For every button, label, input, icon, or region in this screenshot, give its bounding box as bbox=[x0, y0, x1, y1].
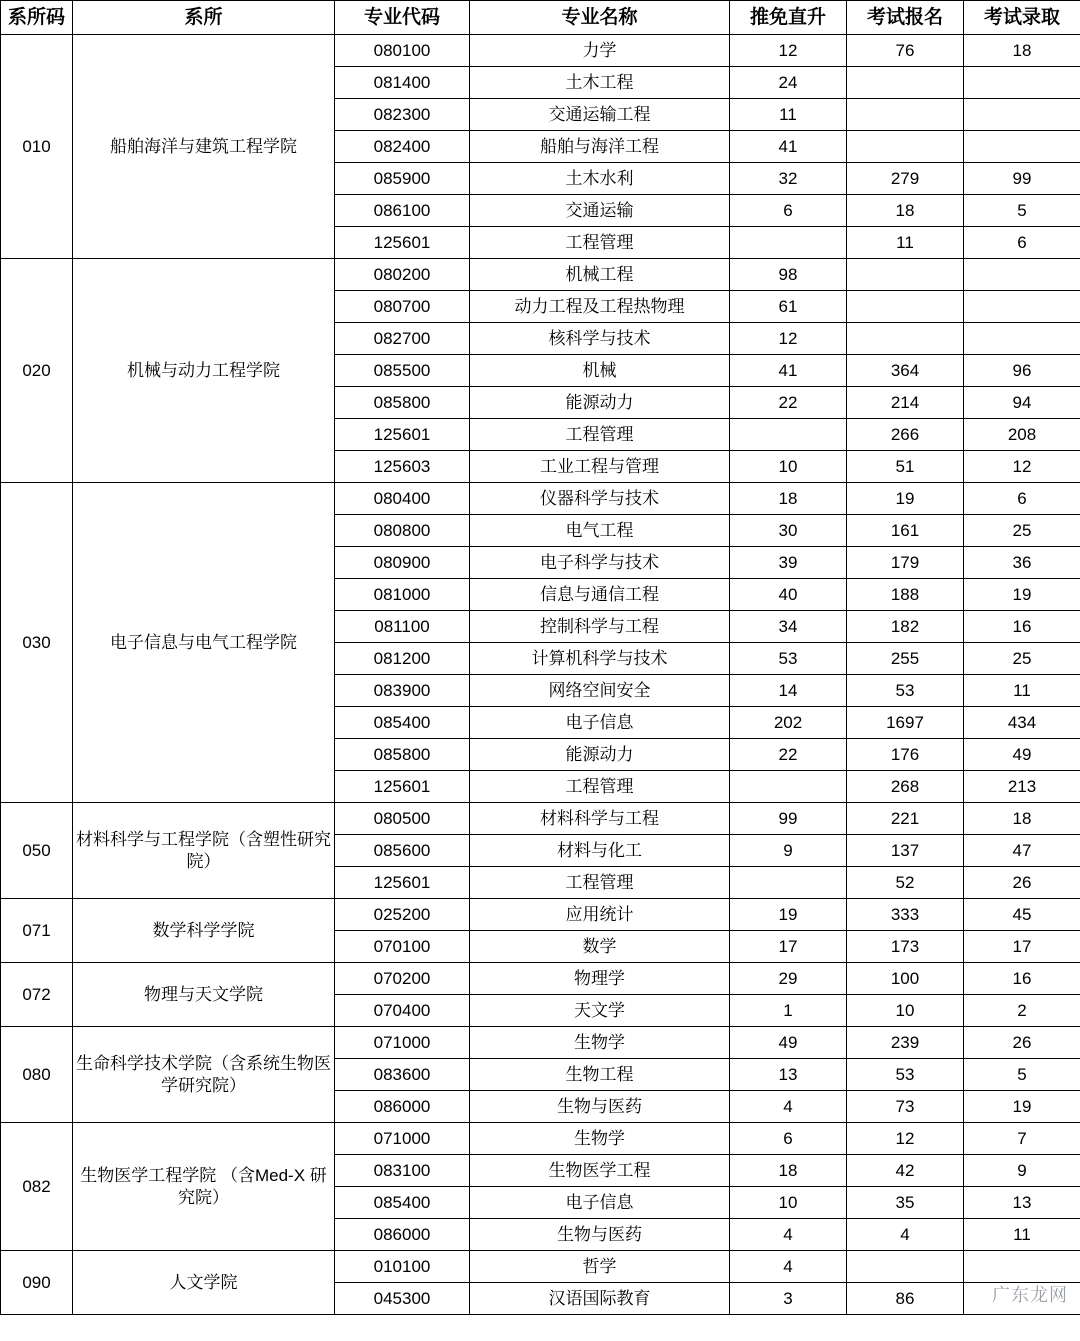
admitted-cell: 12 bbox=[964, 451, 1080, 483]
major-code-cell: 070100 bbox=[335, 931, 470, 963]
major-name-cell: 材料科学与工程 bbox=[470, 803, 730, 835]
major-name-cell: 机械工程 bbox=[470, 259, 730, 291]
recommended-cell: 14 bbox=[730, 675, 847, 707]
major-name-cell: 能源动力 bbox=[470, 387, 730, 419]
applied-cell bbox=[847, 259, 964, 291]
major-code-cell: 010100 bbox=[335, 1251, 470, 1283]
major-name-cell: 应用统计 bbox=[470, 899, 730, 931]
dept-code-cell: 050 bbox=[1, 803, 73, 899]
major-name-cell: 工程管理 bbox=[470, 867, 730, 899]
recommended-cell: 13 bbox=[730, 1059, 847, 1091]
admitted-cell: 9 bbox=[964, 1155, 1080, 1187]
major-name-cell: 生物工程 bbox=[470, 1059, 730, 1091]
dept-code-cell: 010 bbox=[1, 35, 73, 259]
admitted-cell: 6 bbox=[964, 227, 1080, 259]
admitted-cell: 17 bbox=[964, 931, 1080, 963]
major-name-cell: 计算机科学与技术 bbox=[470, 643, 730, 675]
recommended-cell: 39 bbox=[730, 547, 847, 579]
major-code-cell: 045300 bbox=[335, 1283, 470, 1315]
major-name-cell: 控制科学与工程 bbox=[470, 611, 730, 643]
major-code-cell: 085400 bbox=[335, 1187, 470, 1219]
recommended-cell: 29 bbox=[730, 963, 847, 995]
admitted-cell: 36 bbox=[964, 547, 1080, 579]
major-code-cell: 071000 bbox=[335, 1123, 470, 1155]
applied-cell: 10 bbox=[847, 995, 964, 1027]
applied-cell bbox=[847, 291, 964, 323]
admitted-cell: 47 bbox=[964, 835, 1080, 867]
header-admitted: 考试录取 bbox=[964, 1, 1080, 35]
major-code-cell: 082400 bbox=[335, 131, 470, 163]
admitted-cell: 19 bbox=[964, 579, 1080, 611]
applied-cell: 53 bbox=[847, 1059, 964, 1091]
admitted-cell: 18 bbox=[964, 803, 1080, 835]
major-code-cell: 082700 bbox=[335, 323, 470, 355]
major-code-cell: 080400 bbox=[335, 483, 470, 515]
major-code-cell: 086000 bbox=[335, 1091, 470, 1123]
applied-cell bbox=[847, 99, 964, 131]
admitted-cell: 6 bbox=[964, 483, 1080, 515]
applied-cell: 86 bbox=[847, 1283, 964, 1315]
recommended-cell: 18 bbox=[730, 483, 847, 515]
admitted-cell: 45 bbox=[964, 899, 1080, 931]
major-name-cell: 力学 bbox=[470, 35, 730, 67]
table-row bbox=[1, 483, 1080, 515]
major-code-cell: 070400 bbox=[335, 995, 470, 1027]
admitted-cell bbox=[964, 131, 1080, 163]
major-code-cell: 082300 bbox=[335, 99, 470, 131]
recommended-cell: 4 bbox=[730, 1219, 847, 1251]
applied-cell bbox=[847, 1251, 964, 1283]
applied-cell: 1697 bbox=[847, 707, 964, 739]
major-name-cell: 生物学 bbox=[470, 1123, 730, 1155]
header-dept: 系所 bbox=[73, 1, 335, 35]
recommended-cell: 11 bbox=[730, 99, 847, 131]
major-name-cell: 工程管理 bbox=[470, 227, 730, 259]
applied-cell: 221 bbox=[847, 803, 964, 835]
admitted-cell: 25 bbox=[964, 515, 1080, 547]
admitted-cell: 99 bbox=[964, 163, 1080, 195]
admitted-cell: 5 bbox=[964, 195, 1080, 227]
recommended-cell bbox=[730, 771, 847, 803]
recommended-cell: 30 bbox=[730, 515, 847, 547]
applied-cell: 52 bbox=[847, 867, 964, 899]
table-header bbox=[1, 1, 1080, 35]
major-code-cell: 125601 bbox=[335, 867, 470, 899]
applied-cell: 161 bbox=[847, 515, 964, 547]
recommended-cell: 40 bbox=[730, 579, 847, 611]
major-name-cell: 网络空间安全 bbox=[470, 675, 730, 707]
table-row bbox=[1, 35, 1080, 67]
recommended-cell: 24 bbox=[730, 67, 847, 99]
recommended-cell: 49 bbox=[730, 1027, 847, 1059]
admitted-cell: 11 bbox=[964, 675, 1080, 707]
recommended-cell: 17 bbox=[730, 931, 847, 963]
recommended-cell: 32 bbox=[730, 163, 847, 195]
recommended-cell: 6 bbox=[730, 195, 847, 227]
major-code-cell: 081200 bbox=[335, 643, 470, 675]
dept-code-cell: 080 bbox=[1, 1027, 73, 1123]
recommended-cell: 22 bbox=[730, 387, 847, 419]
major-code-cell: 080500 bbox=[335, 803, 470, 835]
applied-cell: 214 bbox=[847, 387, 964, 419]
table-row bbox=[1, 1251, 1080, 1283]
major-name-cell: 机械 bbox=[470, 355, 730, 387]
recommended-cell: 10 bbox=[730, 1187, 847, 1219]
table-body bbox=[1, 35, 1080, 1315]
major-name-cell: 船舶与海洋工程 bbox=[470, 131, 730, 163]
major-name-cell: 电子信息 bbox=[470, 707, 730, 739]
admitted-cell: 26 bbox=[964, 867, 1080, 899]
major-code-cell: 085800 bbox=[335, 739, 470, 771]
major-name-cell: 生物与医药 bbox=[470, 1219, 730, 1251]
admitted-cell: 13 bbox=[964, 1187, 1080, 1219]
recommended-cell: 22 bbox=[730, 739, 847, 771]
table-row bbox=[1, 963, 1080, 995]
applied-cell bbox=[847, 131, 964, 163]
major-name-cell: 生物医学工程 bbox=[470, 1155, 730, 1187]
applied-cell: 11 bbox=[847, 227, 964, 259]
recommended-cell: 202 bbox=[730, 707, 847, 739]
recommended-cell: 53 bbox=[730, 643, 847, 675]
admitted-cell bbox=[964, 323, 1080, 355]
applied-cell: 18 bbox=[847, 195, 964, 227]
applied-cell: 182 bbox=[847, 611, 964, 643]
major-code-cell: 081100 bbox=[335, 611, 470, 643]
header-major-name: 专业名称 bbox=[470, 1, 730, 35]
major-name-cell: 汉语国际教育 bbox=[470, 1283, 730, 1315]
applied-cell: 255 bbox=[847, 643, 964, 675]
major-name-cell: 交通运输工程 bbox=[470, 99, 730, 131]
admitted-cell bbox=[964, 1251, 1080, 1283]
applied-cell: 279 bbox=[847, 163, 964, 195]
major-name-cell: 材料与化工 bbox=[470, 835, 730, 867]
recommended-cell: 41 bbox=[730, 355, 847, 387]
applied-cell: 42 bbox=[847, 1155, 964, 1187]
major-name-cell: 电子信息 bbox=[470, 1187, 730, 1219]
dept-name-cell: 人文学院 bbox=[73, 1251, 335, 1315]
dept-code-cell: 071 bbox=[1, 899, 73, 963]
dept-name-cell: 数学科学学院 bbox=[73, 899, 335, 963]
table-row bbox=[1, 1027, 1080, 1059]
applied-cell: 188 bbox=[847, 579, 964, 611]
major-code-cell: 081000 bbox=[335, 579, 470, 611]
applied-cell: 364 bbox=[847, 355, 964, 387]
recommended-cell bbox=[730, 867, 847, 899]
dept-name-cell: 物理与天文学院 bbox=[73, 963, 335, 1027]
recommended-cell: 9 bbox=[730, 835, 847, 867]
recommended-cell bbox=[730, 419, 847, 451]
major-code-cell: 083900 bbox=[335, 675, 470, 707]
table-row bbox=[1, 1123, 1080, 1155]
major-code-cell: 085800 bbox=[335, 387, 470, 419]
major-name-cell: 电子科学与技术 bbox=[470, 547, 730, 579]
major-code-cell: 125603 bbox=[335, 451, 470, 483]
major-code-cell: 081400 bbox=[335, 67, 470, 99]
recommended-cell: 1 bbox=[730, 995, 847, 1027]
major-code-cell: 070200 bbox=[335, 963, 470, 995]
recommended-cell: 4 bbox=[730, 1091, 847, 1123]
header-row bbox=[1, 1, 1080, 35]
admitted-cell: 434 bbox=[964, 707, 1080, 739]
major-name-cell: 数学 bbox=[470, 931, 730, 963]
admitted-cell: 96 bbox=[964, 355, 1080, 387]
admitted-cell: 11 bbox=[964, 1219, 1080, 1251]
recommended-cell: 34 bbox=[730, 611, 847, 643]
major-name-cell: 工程管理 bbox=[470, 419, 730, 451]
header-major-code: 专业代码 bbox=[335, 1, 470, 35]
applied-cell bbox=[847, 67, 964, 99]
major-name-cell: 能源动力 bbox=[470, 739, 730, 771]
admitted-cell: 26 bbox=[964, 1027, 1080, 1059]
dept-name-cell: 电子信息与电气工程学院 bbox=[73, 483, 335, 803]
major-name-cell: 物理学 bbox=[470, 963, 730, 995]
major-name-cell: 工程管理 bbox=[470, 771, 730, 803]
major-code-cell: 083600 bbox=[335, 1059, 470, 1091]
admitted-cell: 94 bbox=[964, 387, 1080, 419]
applied-cell: 73 bbox=[847, 1091, 964, 1123]
admitted-cell: 213 bbox=[964, 771, 1080, 803]
admitted-cell: 16 bbox=[964, 611, 1080, 643]
recommended-cell: 99 bbox=[730, 803, 847, 835]
major-name-cell: 生物学 bbox=[470, 1027, 730, 1059]
major-name-cell: 电气工程 bbox=[470, 515, 730, 547]
admitted-cell: 208 bbox=[964, 419, 1080, 451]
dept-code-cell: 082 bbox=[1, 1123, 73, 1251]
dept-name-cell: 生物医学工程学院 （含Med-X 研究院） bbox=[73, 1123, 335, 1251]
major-code-cell: 025200 bbox=[335, 899, 470, 931]
applied-cell: 100 bbox=[847, 963, 964, 995]
recommended-cell: 3 bbox=[730, 1283, 847, 1315]
table-row bbox=[1, 899, 1080, 931]
applied-cell: 51 bbox=[847, 451, 964, 483]
major-code-cell: 085600 bbox=[335, 835, 470, 867]
applied-cell: 35 bbox=[847, 1187, 964, 1219]
admitted-cell: 49 bbox=[964, 739, 1080, 771]
major-name-cell: 生物与医药 bbox=[470, 1091, 730, 1123]
applied-cell: 266 bbox=[847, 419, 964, 451]
major-code-cell: 125601 bbox=[335, 419, 470, 451]
major-name-cell: 动力工程及工程热物理 bbox=[470, 291, 730, 323]
dept-name-cell: 生命科学技术学院（含系统生物医学研究院） bbox=[73, 1027, 335, 1123]
major-name-cell: 核科学与技术 bbox=[470, 323, 730, 355]
applied-cell: 239 bbox=[847, 1027, 964, 1059]
major-name-cell: 哲学 bbox=[470, 1251, 730, 1283]
recommended-cell: 12 bbox=[730, 323, 847, 355]
applied-cell: 53 bbox=[847, 675, 964, 707]
applied-cell: 176 bbox=[847, 739, 964, 771]
recommended-cell: 19 bbox=[730, 899, 847, 931]
major-code-cell: 085400 bbox=[335, 707, 470, 739]
admitted-cell bbox=[964, 99, 1080, 131]
major-code-cell: 080900 bbox=[335, 547, 470, 579]
major-name-cell: 土木工程 bbox=[470, 67, 730, 99]
recommended-cell: 6 bbox=[730, 1123, 847, 1155]
admitted-cell: 2 bbox=[964, 995, 1080, 1027]
dept-code-cell: 020 bbox=[1, 259, 73, 483]
recommended-cell bbox=[730, 227, 847, 259]
major-name-cell: 仪器科学与技术 bbox=[470, 483, 730, 515]
recommended-cell: 12 bbox=[730, 35, 847, 67]
header-recommended: 推免直升 bbox=[730, 1, 847, 35]
header-dept-code: 系所码 bbox=[1, 1, 73, 35]
admitted-cell: 5 bbox=[964, 1059, 1080, 1091]
watermark-label: 广东龙网 bbox=[992, 1285, 1068, 1305]
applied-cell: 268 bbox=[847, 771, 964, 803]
admitted-cell bbox=[964, 259, 1080, 291]
major-code-cell: 080100 bbox=[335, 35, 470, 67]
applied-cell: 12 bbox=[847, 1123, 964, 1155]
dept-code-cell: 030 bbox=[1, 483, 73, 803]
recommended-cell: 4 bbox=[730, 1251, 847, 1283]
dept-name-cell: 材料科学与工程学院（含塑性研究院） bbox=[73, 803, 335, 899]
major-name-cell: 交通运输 bbox=[470, 195, 730, 227]
major-code-cell: 071000 bbox=[335, 1027, 470, 1059]
applied-cell: 19 bbox=[847, 483, 964, 515]
applied-cell bbox=[847, 323, 964, 355]
dept-code-cell: 072 bbox=[1, 963, 73, 1027]
major-name-cell: 土木水利 bbox=[470, 163, 730, 195]
admitted-cell: 7 bbox=[964, 1123, 1080, 1155]
major-name-cell: 信息与通信工程 bbox=[470, 579, 730, 611]
admitted-cell bbox=[964, 67, 1080, 99]
admitted-cell bbox=[964, 1283, 1080, 1315]
major-name-cell: 工业工程与管理 bbox=[470, 451, 730, 483]
table-row bbox=[1, 259, 1080, 291]
major-name-cell: 天文学 bbox=[470, 995, 730, 1027]
table-row bbox=[1, 803, 1080, 835]
major-code-cell: 080800 bbox=[335, 515, 470, 547]
major-code-cell: 080700 bbox=[335, 291, 470, 323]
major-code-cell: 083100 bbox=[335, 1155, 470, 1187]
applied-cell: 179 bbox=[847, 547, 964, 579]
dept-name-cell: 船舶海洋与建筑工程学院 bbox=[73, 35, 335, 259]
applied-cell: 137 bbox=[847, 835, 964, 867]
recommended-cell: 18 bbox=[730, 1155, 847, 1187]
header-applied: 考试报名 bbox=[847, 1, 964, 35]
major-code-cell: 125601 bbox=[335, 771, 470, 803]
admitted-cell: 18 bbox=[964, 35, 1080, 67]
recommended-cell: 10 bbox=[730, 451, 847, 483]
recommended-cell: 98 bbox=[730, 259, 847, 291]
major-code-cell: 085500 bbox=[335, 355, 470, 387]
applied-cell: 333 bbox=[847, 899, 964, 931]
major-code-cell: 086000 bbox=[335, 1219, 470, 1251]
applied-cell: 4 bbox=[847, 1219, 964, 1251]
dept-code-cell: 090 bbox=[1, 1251, 73, 1315]
dept-name-cell: 机械与动力工程学院 bbox=[73, 259, 335, 483]
major-code-cell: 085900 bbox=[335, 163, 470, 195]
admitted-cell: 25 bbox=[964, 643, 1080, 675]
applied-cell: 173 bbox=[847, 931, 964, 963]
admitted-cell: 19 bbox=[964, 1091, 1080, 1123]
recommended-cell: 41 bbox=[730, 131, 847, 163]
major-code-cell: 086100 bbox=[335, 195, 470, 227]
major-code-cell: 080200 bbox=[335, 259, 470, 291]
applied-cell: 76 bbox=[847, 35, 964, 67]
recommended-cell: 61 bbox=[730, 291, 847, 323]
admitted-cell bbox=[964, 291, 1080, 323]
major-code-cell: 125601 bbox=[335, 227, 470, 259]
admitted-cell: 16 bbox=[964, 963, 1080, 995]
